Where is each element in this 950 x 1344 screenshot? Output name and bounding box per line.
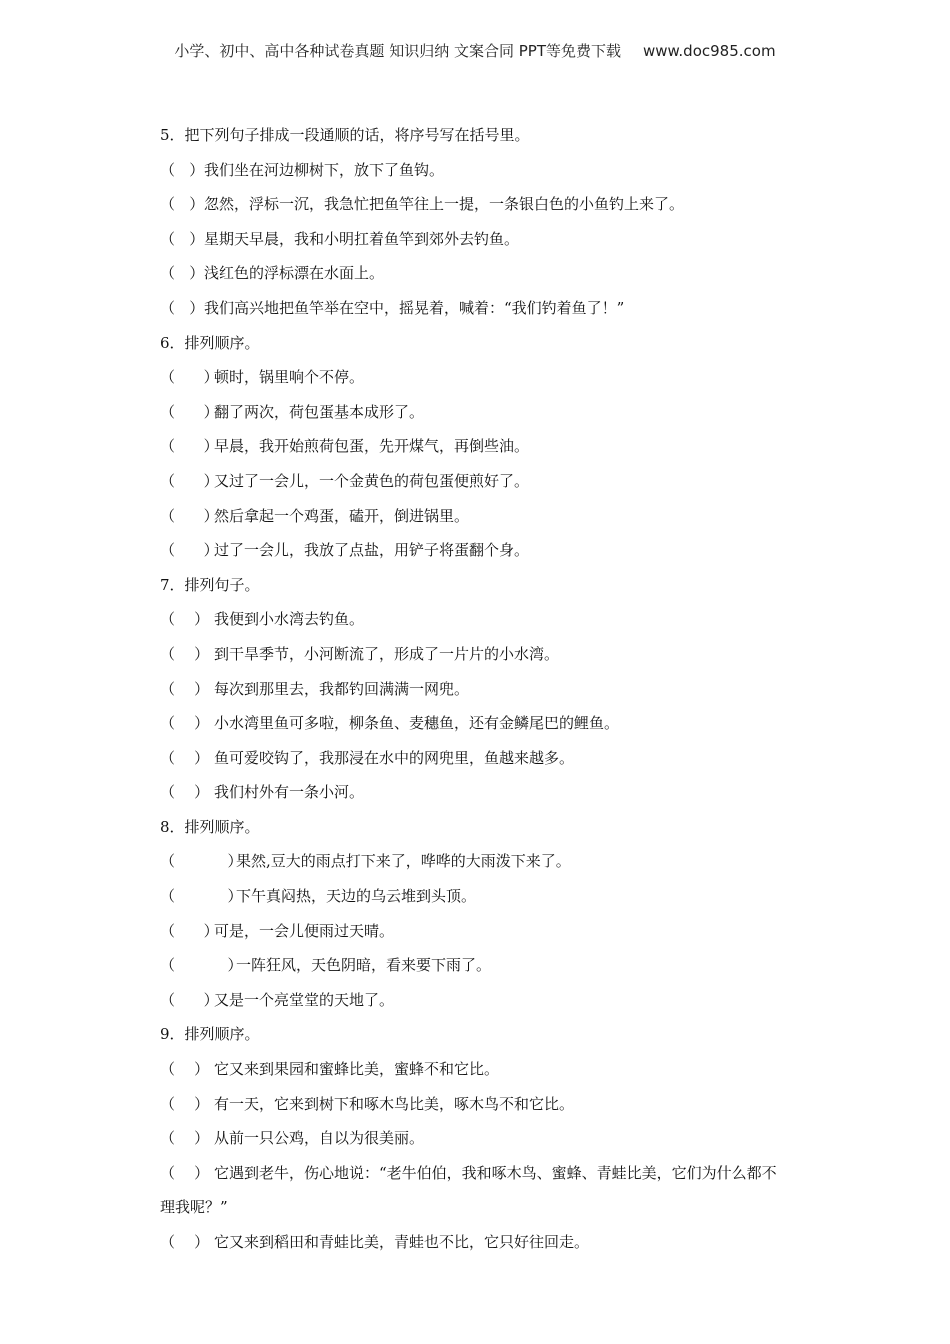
ordering-item: （ ）顿时，锅里响个不停。	[160, 360, 780, 395]
answer-blank[interactable]: （ ）	[160, 921, 219, 940]
ordering-item: （ ）果然,豆大的雨点打下来了，哗哗的大雨泼下来了。	[160, 844, 780, 879]
answer-blank[interactable]: （ ）	[160, 195, 205, 214]
answer-blank[interactable]: （ ）	[160, 748, 210, 767]
ordering-item: （ ）又过了一会儿，一个金黄色的荷包蛋便煎好了。	[160, 464, 780, 499]
ordering-item: （ ） 每次到那里去，我都钓回满满一网兜。	[160, 672, 780, 707]
page-header	[0, 40, 950, 61]
ordering-item: （ ）又是一个亮堂堂的天地了。	[160, 983, 780, 1018]
question-title: 9．排列顺序。	[160, 1025, 260, 1044]
ordering-item: （ ）然后拿起一个鸡蛋，磕开，倒进锅里。	[160, 499, 780, 534]
question-title: 6．排列顺序。	[160, 333, 260, 352]
answer-blank[interactable]: （ ）	[160, 506, 219, 525]
answer-blank[interactable]: （ ）	[160, 229, 205, 248]
answer-blank[interactable]: （ ）	[160, 264, 205, 283]
question-7	[160, 568, 780, 810]
ordering-item: （ ） 有一天，它来到树下和啄木鸟比美，啄木鸟不和它比。	[160, 1087, 780, 1122]
question-5	[160, 118, 780, 326]
answer-blank[interactable]: （ ）	[160, 1129, 210, 1148]
question-8	[160, 810, 780, 1018]
ordering-item: （ ）星期天早晨，我和小明扛着鱼竿到郊外去钓鱼。	[160, 222, 780, 257]
answer-blank[interactable]: （ ）	[160, 1094, 210, 1113]
answer-blank[interactable]: （ ）	[160, 990, 219, 1009]
ordering-item: （ ）翻了两次，荷包蛋基本成形了。	[160, 395, 780, 430]
ordering-item: （ ）过了一会儿，我放了点盐，用铲子将蛋翻个身。	[160, 533, 780, 568]
question-title: 7．排列句子。	[160, 575, 260, 594]
question-6	[160, 326, 780, 568]
ordering-item: （ ） 它又来到果园和蜜蜂比美，蜜蜂不和它比。	[160, 1052, 780, 1087]
document-body	[160, 118, 780, 1260]
ordering-item: （ ）忽然，浮标一沉，我急忙把鱼竿往上一提，一条银白色的小鱼钓上来了。	[160, 187, 780, 222]
question-title: 5．把下列句子排成一段通顺的话，将序号写在括号里。	[160, 126, 530, 144]
ordering-item: （ ） 我便到小水湾去钓鱼。	[160, 602, 780, 637]
ordering-item: （ ） 从前一只公鸡，自以为很美丽。	[160, 1121, 780, 1156]
answer-blank[interactable]: （ ）	[160, 471, 219, 490]
question-9	[160, 1017, 780, 1259]
ordering-item: （ ） 到干旱季节，小河断流了，形成了一片片的小水湾。	[160, 637, 780, 672]
ordering-item: （ ）早晨，我开始煎荷包蛋，先开煤气，再倒些油。	[160, 429, 780, 464]
answer-blank[interactable]: （ ）	[160, 402, 219, 421]
question-title: 8．排列顺序。	[160, 817, 260, 836]
ordering-item: （ ） 小水湾里鱼可多啦，柳条鱼、麦穗鱼，还有金鳞尾巴的鲤鱼。	[160, 706, 780, 741]
ordering-item: （ ）浅红色的浮标漂在水面上。	[160, 256, 780, 291]
answer-blank[interactable]: （ ）	[160, 783, 210, 802]
ordering-item: （ ）我们坐在河边柳树下，放下了鱼钩。	[160, 153, 780, 188]
answer-blank[interactable]: （ ）	[160, 437, 219, 456]
answer-blank[interactable]: （ ）	[160, 298, 205, 317]
header-site-url[interactable]: www.doc985.com	[642, 42, 776, 60]
ordering-item: （ ）下午真闷热，天边的乌云堆到头顶。	[160, 879, 780, 914]
answer-blank[interactable]: （ ）	[160, 1163, 210, 1182]
ordering-item: （ ）可是，一会儿便雨过天晴。	[160, 914, 780, 949]
header-text: 小学、初中、高中各种试卷真题 知识归纳 文案合同 PPT等免费下载	[174, 42, 621, 60]
answer-blank[interactable]: （ ）	[160, 679, 210, 698]
ordering-item: （ ） 我们村外有一条小河。	[160, 775, 780, 810]
answer-blank[interactable]: （ ）	[160, 610, 210, 629]
ordering-item: （ ） 它又来到稻田和青蛙比美，青蛙也不比，它只好往回走。	[160, 1225, 780, 1260]
ordering-item: （ ） 鱼可爱咬钩了，我那浸在水中的网兜里，鱼越来越多。	[160, 741, 780, 776]
ordering-item: （ ） 它遇到老牛，伤心地说：“老牛伯伯，我和啄木鸟、蜜蜂、青蛙比美，它们为什么都不理我呢？”	[160, 1156, 780, 1225]
answer-blank[interactable]: （ ）	[160, 368, 219, 387]
answer-blank[interactable]: （ ）	[160, 714, 210, 733]
answer-blank[interactable]: （ ）	[160, 852, 243, 871]
answer-blank[interactable]: （ ）	[160, 541, 219, 560]
answer-blank[interactable]: （ ）	[160, 644, 210, 663]
answer-blank[interactable]: （ ）	[160, 1060, 210, 1079]
ordering-item: （ ）我们高兴地把鱼竿举在空中，摇晃着，喊着：“我们钓着鱼了！”	[160, 291, 780, 326]
ordering-item: （ ）一阵狂风，天色阴暗，看来要下雨了。	[160, 948, 780, 983]
answer-blank[interactable]: （ ）	[160, 887, 243, 906]
answer-blank[interactable]: （ ）	[160, 1233, 210, 1251]
answer-blank[interactable]: （ ）	[160, 160, 205, 179]
answer-blank[interactable]: （ ）	[160, 956, 243, 975]
